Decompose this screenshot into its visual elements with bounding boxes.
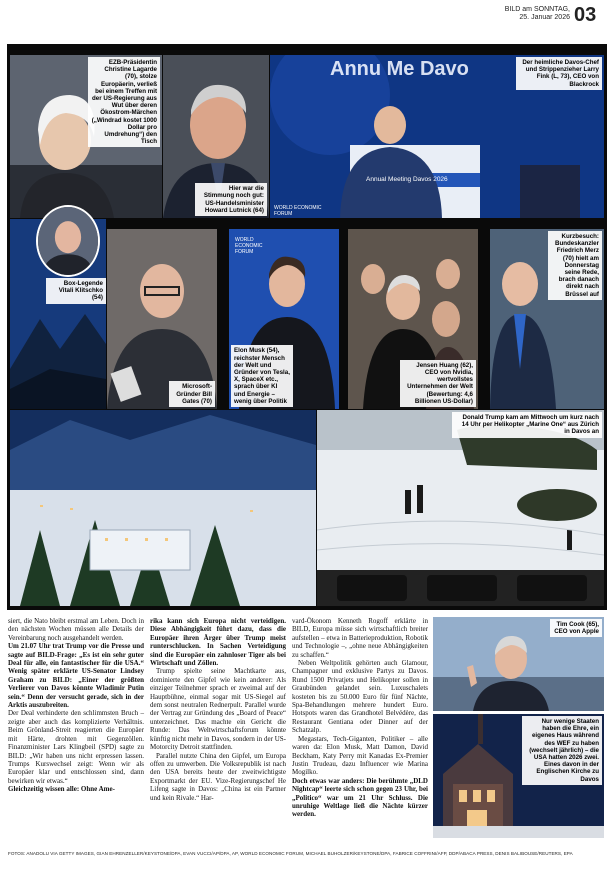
page-number: 03: [574, 4, 597, 26]
photo-klitschko: [36, 205, 100, 277]
caption-gates: Microsoft-Gründer Bill Gates (70): [169, 381, 215, 407]
caption-cook: Tim Cook (65), CEO von Apple: [550, 619, 602, 637]
caption-us-house: Nur wenige Staaten haben die Ehre, ein eigenes Haus während des WEF zu haben (wechselt jährlich) – die USA hatten 2026 zwei. Eines davon in der Englischen Kirche zu Davos: [522, 716, 602, 785]
caption-merz: Kurzbesuch: Bundeskanzler Friedrich Merz (70) hielt am Donnerstag seine Rede, brach danach direkt nach Brüssel auf: [548, 231, 602, 300]
photo-gates: [107, 229, 217, 409]
caption-huang: Jensen Huang (62), CEO von Nvidia, wertvollstes Unternehmen der Welt (Bewertung: 4,6 Billionen US-Dollar): [400, 360, 476, 407]
photo-musk: [229, 229, 339, 409]
photo-fink: [270, 55, 604, 218]
caption-lutnick: Hier war die Stimmung noch gut: US-Handelsminister Howard Lutnick (64): [195, 183, 267, 216]
photo-trump-arrival: [317, 410, 604, 606]
col3-paragraph-2: Neben Weltpolitik gehörten auch Glamour, Champagner und exklusive Partys zu Davos. Rund 1500 Privatjets und Helikopter sollen in Graubünden gelandet sein. Luxuschalets kosteten bis zu 50.000 Euro für fünf Nächte, Spa-Behandlungen mehrere hundert Euro. Hotspots waren das Grandhotel Belvédère, das Restaurant Gentiana oder Dinner auf der Schatzalp.: [292, 659, 428, 735]
col1-bold-2: Gleichzeitig wissen alle: Ohne Ame-: [8, 785, 115, 794]
wef-banner-text: Annu Me Davo: [330, 58, 469, 80]
article-column-1: [8, 617, 144, 794]
col1-paragraph-2: Der Deal verhinderte den schlimmsten Bruch – zeigte aber auch das komplizierte Verhältnis. Beim Grönland-Streit reagierten die Europäer mit Härte, drohten mit Gegenzöllen. Finanzminister Lars Klingbeil (SPD) sagte zu BILD: „Wir haben uns nicht erpressen lassen. Trumps Kurswechsel zeigt: Wenn wir als Europäer klar und entschlossen sind, dann bewirken wir etwas.“: [8, 709, 144, 785]
photo-us-house: [433, 714, 604, 838]
paper-title: BILD am SONNTAG,: [504, 6, 570, 13]
helipad-illustration: [317, 410, 604, 606]
paper-name: [470, 6, 570, 22]
wef-logo-text: WORLD ECONOMIC FORUM: [274, 205, 322, 217]
caption-lagarde: EZB-Präsidentin Christine Lagarde (70), stolze Europäerin, verließ bei einem Treffen mit der US-Regierung aus Wut über deren Ökostrom-Märchen („Windrad kostet 1000 Dollar pro Umdrehung“) den Tisch: [88, 57, 160, 147]
caption-fink: Der heimliche Davos-Chef und Strippenzieher Larry Fink (L, 73), CEO von Blackrock: [516, 57, 602, 90]
photo-davos-night: [10, 410, 316, 606]
caption-klitschko: Box-Legende Vitali Klitschko (54): [46, 278, 106, 304]
col3-paragraph-3: Megastars, Tech-Giganten, Politiker – alle waren da: Elon Musk, Matt Damon, David Beckham, Katy Perry mit Kanadas Ex-Premier Justin Trudeau, dazu Influencer wie Marina Mogilko.: [292, 734, 428, 777]
paper-date: 25. Januar 2026: [519, 14, 570, 21]
photo-lagarde: [10, 55, 162, 218]
caption-trump: Donald Trump kam am Mittwoch um kurz nach 14 Uhr per Helikopter „Marine One“ aus Zürich in Davos an: [452, 412, 602, 438]
photo-credits: FOTOS: ANADOLU VIA GETTY IMAGES, GIAN EHRENZELLER/KEYSTONE/DPA, EVAN VUCCI/AP/DPA, AP, WORLD ECONOMIC FORUM, MICHAEL BUHOLZER/KEYSTONE/DPA, FABRICE COFFRINI/AFP, DDP/ABACA PRESS, DENIS BALIBOUSE/REUTERS, EPA: [8, 851, 573, 856]
wef-logo-text-2: WORLD ECONOMIC FORUM: [235, 237, 263, 255]
klitschko-illustration: [38, 207, 98, 275]
col2-bold-1: rika kann sich Europa nicht verteidigen. Diese Abhängigkeit führt dazu, dass die Europäer ihren Ärger über Trump meist runterschlucken. In Sachen Verteidigung sind die Europäer ein zahnloser Tiger als bei Wirtschaft und Zöllen.: [150, 617, 286, 668]
photo-cook: [433, 617, 604, 711]
photo-merz: [490, 229, 604, 409]
article-column-2: [150, 617, 286, 802]
col1-intro: siert, die Nato bleibt erstmal am Leben. Doch in den nächsten Wochen müssen alle Details der Vereinbarung noch ausgehandelt werden.: [8, 617, 144, 642]
col1-bold-1: Um 21.07 Uhr trat Trump vor die Presse und sagte auf BILD-Frage: „Es ist ein sehr guter Deal für alle, ein fantastischer für die USA.“ Wenig später erklärte US-Senator Lindsey Graham zu BILD: „Einer der größten Verlierer von Davos könnte Wladimir Putin sein.“ Denn der versucht gerade, sich in der Arktis auszubreiten.: [8, 642, 144, 710]
photo-lutnick: [163, 55, 269, 218]
photo-huang: [348, 229, 478, 409]
stage-text: Annual Meeting Davos 2026: [366, 176, 448, 183]
col2-paragraph-2: Trump spielte seine Machtkarte aus, dominierte den Gipfel wie kein anderer: Als einziger Teilnehmer sprach er zweimal auf der Hauptbühne, einmal sogar mit US-Siegel auf dem sonst neutralen Rednerpult. Parallel wurde der Vertrag zur Gründung des „Board of Peace“ unterzeichnet. Das machte ein Gericht die Runde: Das Weltwirtschaftsforum könnte künftig nicht mehr in Davos, sondern in der US-Motorcity Detroit stattfinden.: [150, 667, 286, 752]
col3-bold: Doch etwas war anders: Die berühmte „DLD Nightcap“ leerte sich schon gegen 23 Uhr, bei „Politico“ war um 21 Uhr Schluss. Die unruhige Weltlage ließ die Nächte kürzer werden.: [292, 776, 428, 819]
col2-paragraph-3: Parallel nutzte China den Gipfel, um Europa offen zu umwerben. Die Volksrepublik ist nach den USA bereits heute der zweitwichtigste Exportmarkt der EU. Vize-Regierungschef He Lifeng sagte in Davos: „China ist ein Partner und kein Rivale.“ Har-: [150, 751, 286, 802]
article-column-3: [292, 617, 428, 819]
col3-paragraph-1: vard-Ökonom Kenneth Rogoff erklärte in BILD, Europa müsse sich wirtschaftlich breiter aufstellen – etwa in Batterieproduktion, Robotik und Technologie –, „ohne neue Abhängigkeiten zu schaffen.“: [292, 617, 428, 659]
caption-musk: Elon Musk (54), reichster Mensch der Welt und Gründer von Tesla, X, SpaceX etc., sprach über KI und Energie – wenig über Politik: [231, 345, 293, 407]
davos-illustration: [10, 410, 316, 606]
